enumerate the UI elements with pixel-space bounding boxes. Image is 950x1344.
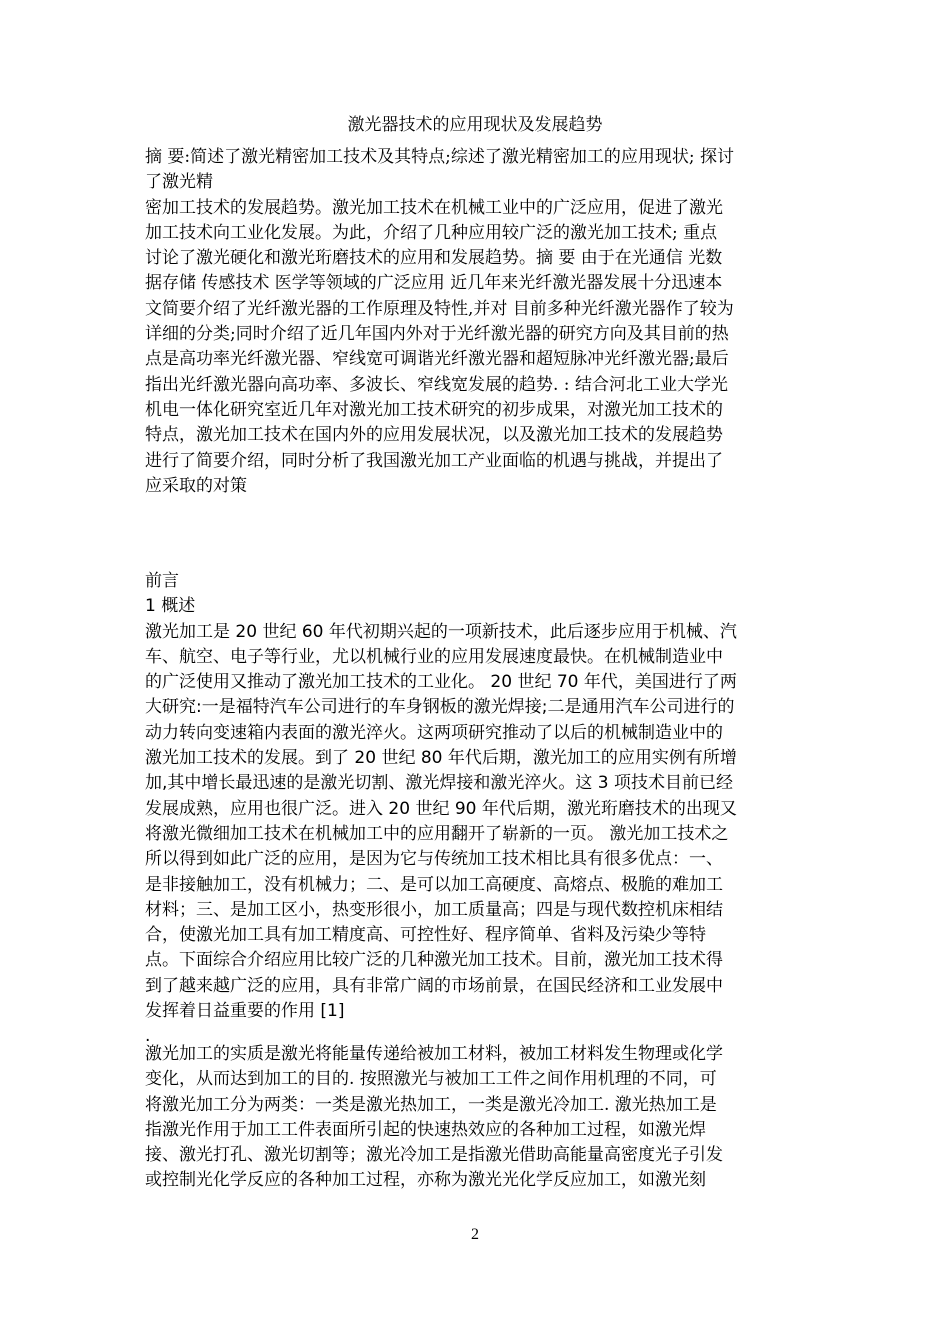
abstract-line: 讨论了激光硬化和激光珩磨技术的应用和发展趋势。摘 要 由于在光通信 光数 — [145, 248, 723, 269]
abstract-line: 点是高功率光纤激光器、窄线宽可调谐光纤激光器和超短脉冲光纤激光器;最后 — [145, 349, 729, 370]
abstract-line: 密加工技术的发展趋势。激光加工技术在机械工业中的广泛应用，促进了激光 — [145, 197, 723, 218]
body-line: 指激光作用于加工工件表面所引起的快速热效应的各种加工过程，如激光焊 — [145, 1119, 706, 1140]
body-line: 是非接触加工，没有机械力；二、是可以加工高硬度、高熔点、极脆的难加工 — [145, 874, 723, 895]
body-line: 动力转向变速箱内表面的激光淬火。这两项研究推动了以后的机械制造业中的 — [145, 722, 723, 743]
abstract-line: 加工技术向工业化发展。为此，介绍了几种应用较广泛的激光加工技术; 重点 — [145, 222, 718, 243]
abstract-block — [145, 145, 810, 499]
body-line: 点。下面综合介绍应用比较广泛的几种激光加工技术。目前，激光加工技术得 — [145, 950, 723, 971]
body-line: 发展成熟，应用也很广泛。进入 20 世纪 90 年代后期，激光珩磨技术的出现又 — [145, 798, 737, 819]
body-line: 加,其中增长最迅速的是激光切割、激光焊接和激光淬火。这 3 项技术目前已经 — [145, 773, 734, 794]
abstract-line: 据存储 传感技术 医学等领域的广泛应用 近几年来光纤激光器发展十分迅速本 — [145, 273, 723, 294]
section-heading: 1 概述 — [145, 596, 196, 617]
body-line: 的广泛使用又推动了激光加工技术的工业化。 20 世纪 70 年代，美国进行了两 — [145, 672, 737, 693]
body-line: 将激光微细加工技术在机械加工中的应用翻开了崭新的一页。 激光加工技术之 — [145, 823, 729, 844]
body-line: 激光加工技术的发展。到了 20 世纪 80 年代后期，激光加工的应用实例有所增 — [145, 748, 737, 769]
body-paragraph-2 — [145, 1042, 810, 1194]
body-line: 激光加工的实质是激光将能量传递给被加工材料，被加工材料发生物理或化学 — [145, 1044, 723, 1064]
body-line: 发挥着日益重要的作用 [1] — [145, 1001, 345, 1022]
abstract-line: 文简要介绍了光纤激光器的工作原理及特性,并对 目前多种光纤激光器作了较为 — [145, 298, 734, 319]
body-line: 激光加工是 20 世纪 60 年代初期兴起的一项新技术，此后逐步应用于机械、汽 — [145, 621, 737, 642]
body-line: 材料；三、是加工区小，热变形很小，加工质量高；四是与现代数控机床相结 — [145, 899, 723, 920]
document-title: 激光器技术的应用现状及发展趋势 — [347, 115, 603, 135]
body-line: . — [145, 1026, 151, 1047]
abstract-line: 指出光纤激光器向高功率、多波长、窄线宽发展的趋势. : 结合河北工业大学光 — [145, 374, 728, 395]
body-line: 或控制光化学反应的各种加工过程，亦称为激光光化学反应加工，如激光刻 — [145, 1170, 706, 1191]
abstract-line: 摘 要:简述了激光精密加工技术及其特点;综述了激光精密加工的应用现状; 探讨 — [145, 147, 734, 167]
body-line: 车、航空、电子等行业，尤以机械行业的应用发展速度最快。在机械制造业中 — [145, 646, 723, 667]
abstract-line: 详细的分类;同时介绍了近几年国内外对于光纤激光器的研究方向及其目前的热 — [145, 324, 729, 345]
body-line: 变化，从而达到加工的目的. 按照激光与被加工工件之间作用机理的不同，可 — [145, 1069, 717, 1090]
body-line: 到了越来越广泛的应用，具有非常广阔的市场前景，在国民经济和工业发展中 — [145, 975, 723, 996]
abstract-line: 应采取的对策 — [145, 475, 247, 496]
body-line: 将激光加工分为两类：一类是激光热加工，一类是激光冷加工. 激光热加工是 — [145, 1094, 717, 1115]
body-line: 所以得到如此广泛的应用，是因为它与传统加工技术相比具有很多优点：一、 — [145, 849, 723, 870]
body-line: 接、激光打孔、激光切割等；激光冷加工是指激光借助高能量高密度光子引发 — [145, 1145, 723, 1166]
abstract-line: 机电一体化研究室近几年对激光加工技术研究的初步成果，对激光加工技术的 — [145, 399, 723, 420]
abstract-line: 了激光精 — [145, 172, 213, 193]
preface-section — [145, 569, 810, 1050]
body-line: 大研究:一是福特汽车公司进行的车身钢板的激光焊接;二是通用汽车公司进行的 — [145, 697, 735, 718]
preface-heading: 前言 — [145, 571, 179, 591]
abstract-line: 进行了简要介绍，同时分析了我国激光加工产业面临的机遇与挑战，并提出了 — [145, 450, 723, 471]
abstract-line: 特点，激光加工技术在国内外的应用发展状况，以及激光加工技术的发展趋势 — [145, 425, 723, 446]
body-line: 合，使激光加工具有加工精度高、可控性好、程序简单、省料及污染少等特 — [145, 925, 706, 946]
page-number: 2 — [471, 1226, 479, 1243]
